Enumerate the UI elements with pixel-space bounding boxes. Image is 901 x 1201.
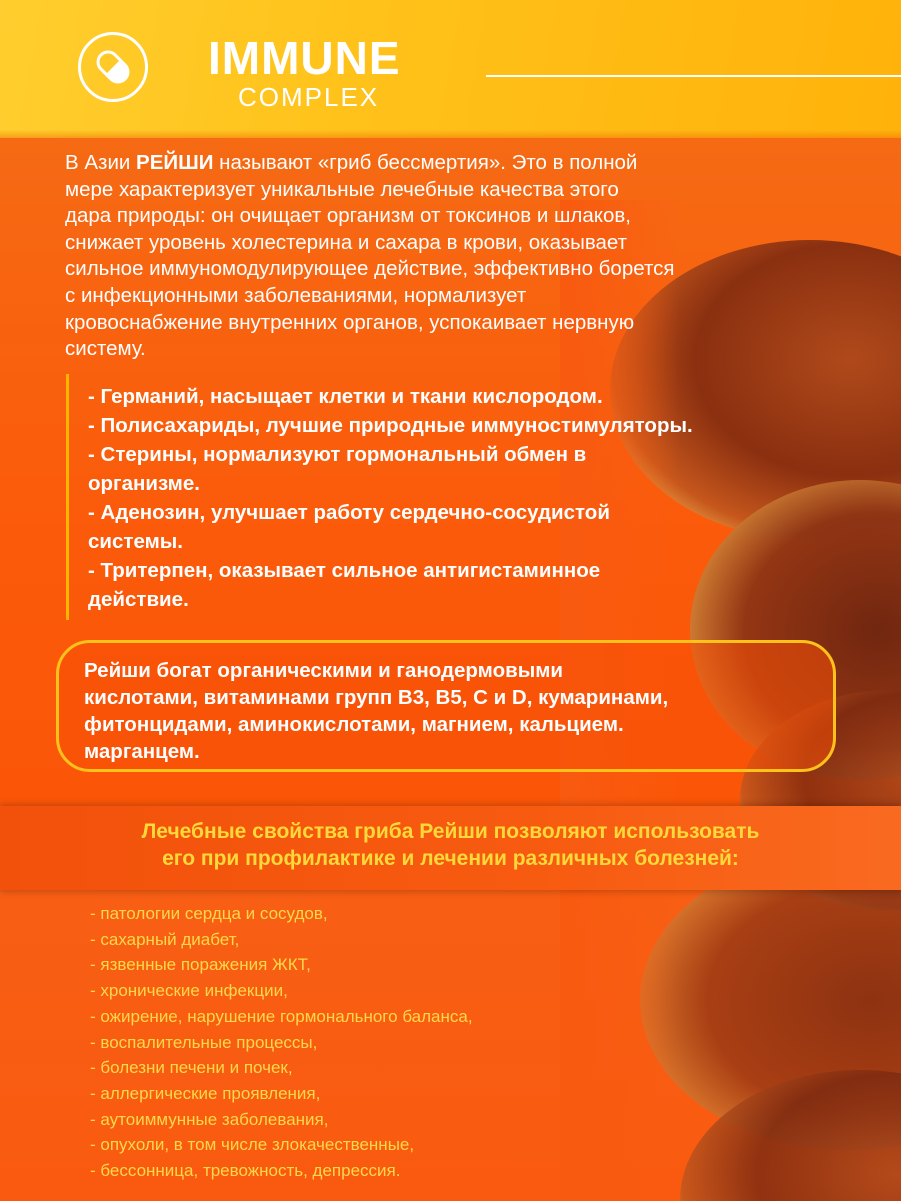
intro-line: сильное иммуномодулирующее действие, эффективно борется	[65, 257, 675, 281]
list-item: - воспалительные процессы,	[90, 1032, 318, 1052]
intro-highlight: РЕЙШИ	[136, 151, 214, 174]
callout-line: Рейши богат органическими и ганодермовыми	[84, 659, 563, 682]
list-item: - Германий, насыщает клетки и ткани кислородом.	[88, 385, 603, 408]
components-accent-bar	[66, 374, 69, 620]
list-item: - Стерины, нормализуют гормональный обмен в	[88, 443, 587, 466]
list-item: организме.	[88, 472, 200, 495]
intro-line: снижает уровень холестерина и сахара в крови, оказывает	[65, 230, 628, 254]
usage-heading	[0, 818, 901, 872]
components-list	[88, 382, 828, 614]
diseases-list	[90, 901, 473, 1184]
logo-badge	[78, 32, 148, 102]
list-item: - язвенные поражения ЖКТ,	[90, 955, 311, 975]
list-item: - Аденозин, улучшает работу сердечно-сосудистой	[88, 501, 610, 524]
intro-line: кровоснабжение внутренних органов, успокаивает нервную	[65, 310, 635, 334]
intro-line: с инфекционными заболеваниями, нормализует	[65, 283, 527, 307]
list-item: - болезни печени и почек,	[90, 1058, 293, 1078]
intro-line: систему.	[65, 337, 146, 361]
intro-paragraph	[65, 150, 835, 363]
callout-line: фитонцидами, аминокислотами, магнием, кальцием.	[84, 713, 624, 736]
list-item: - Полисахариды, лучшие природные иммуностимуляторы.	[88, 414, 693, 437]
list-item: системы.	[88, 530, 183, 553]
intro-line: дара природы: он очищает организм от токсинов и шлаков,	[65, 204, 631, 228]
list-item: - ожирение, нарушение гормонального баланса,	[90, 1006, 473, 1026]
intro-line: называют «гриб бессмертия». Это в полной	[213, 151, 638, 174]
brand-subtitle: COMPLEX	[238, 82, 380, 112]
pill-icon	[92, 46, 134, 88]
brand-title: IMMUNE	[208, 32, 401, 84]
callout-line: кислотами, витаминами групп В3, В5, С и D, кумаринами,	[84, 686, 669, 709]
header-divider	[486, 75, 901, 77]
list-item: действие.	[88, 588, 189, 611]
heading-line: Лечебные свойства гриба Рейши позволяют использовать	[141, 820, 760, 843]
heading-line: его при профилактике и лечении различных болезней:	[162, 847, 739, 870]
list-item: - сахарный диабет,	[90, 929, 240, 949]
intro-line: мере характеризует уникальные лечебные качества этого	[65, 177, 619, 201]
list-item: - аутоиммунные заболевания,	[90, 1109, 329, 1129]
header-banner	[0, 0, 901, 138]
list-item: - хронические инфекции,	[90, 981, 288, 1001]
list-item: - Тритерпен, оказывает сильное антигистаминное	[88, 559, 601, 582]
list-item: - аллергические проявления,	[90, 1083, 321, 1103]
list-item: - патологии сердца и сосудов,	[90, 904, 328, 923]
nutrients-callout-text	[84, 657, 844, 765]
list-item: - бессонница, тревожность, депрессия.	[90, 1161, 401, 1181]
intro-prefix: В Азии	[65, 151, 137, 174]
list-item: - опухоли, в том числе злокачественные,	[90, 1135, 415, 1155]
callout-line: марганцем.	[84, 740, 200, 763]
